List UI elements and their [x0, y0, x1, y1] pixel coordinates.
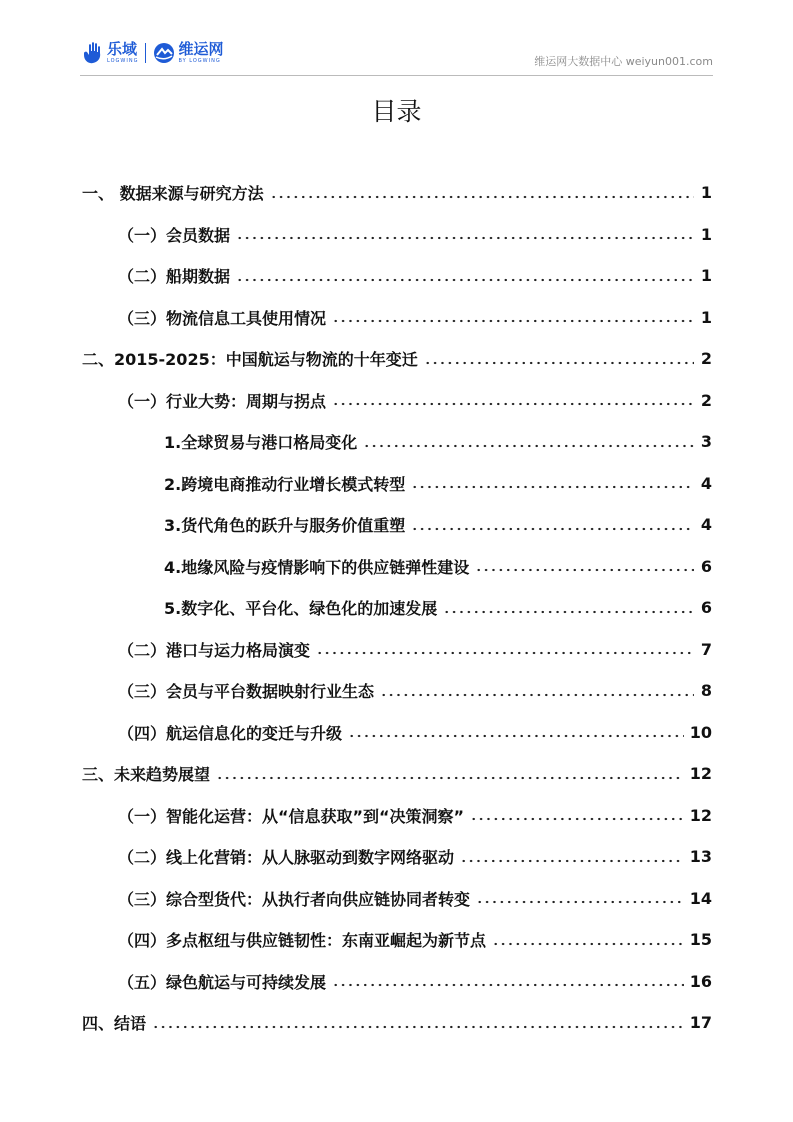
toc-entry-page: 1: [700, 224, 712, 244]
logo2-sub: BY LOGWING: [178, 58, 221, 64]
toc-dot-leader: [476, 900, 684, 904]
toc-dot-leader: [363, 444, 694, 448]
weiyun-globe-icon: [153, 42, 175, 64]
toc-entry[interactable]: [82, 1002, 712, 1044]
toc-entry-page: 1: [700, 307, 712, 327]
toc-entry-page: 17: [689, 1013, 712, 1033]
logo2-name: 维运网: [178, 40, 224, 58]
toc-dot-leader: [443, 610, 694, 614]
toc-dot-leader: [475, 568, 694, 572]
toc-entry-label: （四）航运信息化的变迁与升级: [118, 723, 343, 743]
toc-dot-leader: [460, 859, 684, 863]
toc-entry-label: （一）智能化运营：从“信息获取”到“决策洞察”: [118, 806, 465, 826]
toc-dot-leader: [216, 776, 684, 780]
toc-entry-label: 4.地缘风险与疫情影响下的供应链弹性建设: [164, 557, 470, 577]
logo-divider: [145, 43, 146, 63]
page-header: [80, 36, 713, 76]
toc-entry-page: 6: [700, 556, 712, 576]
logo-group: [80, 36, 223, 70]
logo1-name: 乐域: [107, 40, 138, 58]
toc-entry-label: （三）综合型货代：从执行者向供应链协同者转变: [118, 889, 471, 909]
toc-entry-page: 7: [700, 639, 712, 659]
toc-entry-page: 12: [689, 805, 712, 825]
toc-entry-page: 4: [700, 473, 712, 493]
toc-entry[interactable]: [82, 961, 712, 1003]
toc-entry-label: （二）港口与运力格局演变: [118, 640, 311, 660]
toc-entry[interactable]: [82, 255, 712, 297]
toc-entry-label: （五）绿色航运与可持续发展: [118, 972, 327, 992]
toc-dot-leader: [470, 817, 684, 821]
toc-entry[interactable]: [82, 712, 712, 754]
toc-entry-label: 1.全球贸易与港口格局变化: [164, 433, 358, 453]
toc-dot-leader: [411, 485, 694, 489]
toc-entry[interactable]: [82, 463, 712, 505]
toc-entry-label: 2.跨境电商推动行业增长模式转型: [164, 474, 406, 494]
toc-dot-leader: [492, 942, 684, 946]
toc-entry[interactable]: [82, 546, 712, 588]
toc-entry-page: 2: [700, 390, 712, 410]
toc-entry[interactable]: [82, 214, 712, 256]
toc-entry-label: （一）行业大势：周期与拐点: [118, 391, 327, 411]
toc-dot-leader: [152, 1025, 684, 1029]
toc-entry-label: 3.货代角色的跃升与服务价值重塑: [164, 516, 406, 536]
toc-entry-page: 8: [700, 681, 712, 701]
toc-dot-leader: [270, 195, 694, 199]
toc-entry[interactable]: [82, 587, 712, 629]
toc-entry[interactable]: [82, 380, 712, 422]
lewing-hand-icon: [80, 41, 104, 65]
toc-entry-page: 2: [700, 349, 712, 369]
logo-lewing: [80, 41, 138, 65]
toc-entry-page: 4: [700, 515, 712, 535]
toc-entry[interactable]: [82, 753, 712, 795]
toc-entry[interactable]: [82, 878, 712, 920]
toc-dot-leader: [348, 734, 684, 738]
toc-entry-label: 四、结语: [82, 1014, 147, 1034]
toc-entry-page: 3: [700, 432, 712, 452]
toc-dot-leader: [236, 278, 694, 282]
toc-entry-label: （一）会员数据: [118, 225, 231, 245]
toc-entry-page: 1: [700, 266, 712, 286]
toc-entry[interactable]: [82, 670, 712, 712]
toc-entry-label: （三）会员与平台数据映射行业生态: [118, 682, 375, 702]
toc-dot-leader: [380, 693, 694, 697]
toc-entry[interactable]: [82, 297, 712, 339]
site-text: 维运网大数据中心 weiyun001.com: [534, 55, 713, 68]
toc-dot-leader: [332, 402, 694, 406]
toc-entry-label: （二）船期数据: [118, 267, 231, 287]
logo1-sub: LOGWING: [107, 58, 139, 64]
toc-entry-label: （二）线上化营销：从人脉驱动到数字网络驱动: [118, 848, 455, 868]
toc-entry[interactable]: [82, 795, 712, 837]
toc-dot-leader: [332, 319, 694, 323]
toc-entry[interactable]: [82, 338, 712, 380]
table-of-contents: [82, 172, 712, 1044]
toc-dot-leader: [236, 236, 694, 240]
toc-entry[interactable]: [82, 504, 712, 546]
toc-entry-label: 5.数字化、平台化、绿色化的加速发展: [164, 599, 438, 619]
toc-entry-page: 10: [689, 722, 712, 742]
toc-entry-page: 12: [689, 764, 712, 784]
toc-entry[interactable]: [82, 172, 712, 214]
logo-weiyun: [153, 42, 223, 64]
toc-entry-label: 三、未来趋势展望: [82, 765, 211, 785]
toc-entry-page: 6: [700, 598, 712, 618]
page-title: 目录: [371, 97, 422, 126]
toc-entry[interactable]: [82, 629, 712, 671]
toc-entry-page: 15: [689, 930, 712, 950]
toc-entry[interactable]: [82, 421, 712, 463]
toc-entry-page: 14: [689, 888, 712, 908]
toc-dot-leader: [332, 983, 684, 987]
toc-entry[interactable]: [82, 919, 712, 961]
toc-entry-label: （三）物流信息工具使用情况: [118, 308, 327, 328]
toc-entry-label: 一、 数据来源与研究方法: [82, 184, 264, 204]
toc-entry-label: （四）多点枢纽与供应链韧性：东南亚崛起为新节点: [118, 931, 487, 951]
toc-entry-label: 二、2015-2025：中国航运与物流的十年变迁: [82, 350, 418, 370]
toc-entry[interactable]: [82, 836, 712, 878]
toc-entry-page: 1: [700, 183, 712, 203]
toc-dot-leader: [411, 527, 694, 531]
toc-entry-page: 16: [689, 971, 712, 991]
toc-dot-leader: [316, 651, 694, 655]
toc-entry-page: 13: [689, 847, 712, 867]
header-divider: [80, 75, 713, 76]
toc-dot-leader: [424, 361, 694, 365]
